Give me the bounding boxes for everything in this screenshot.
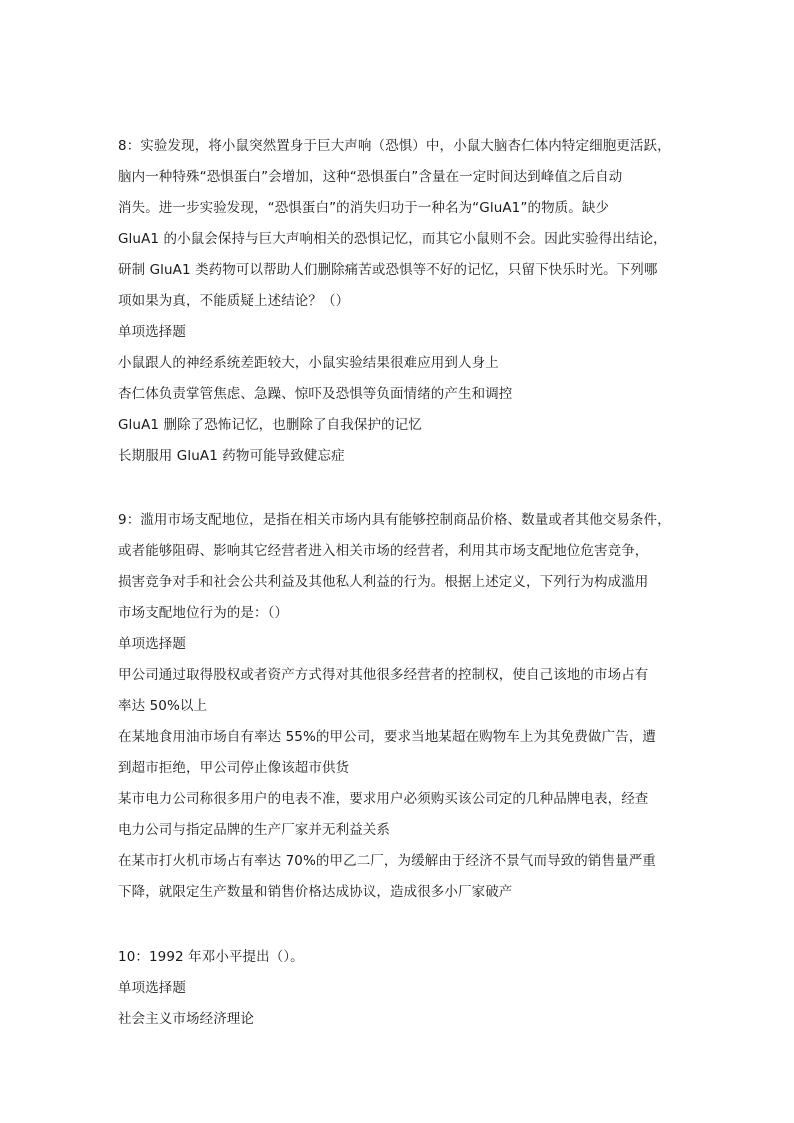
- option-line: 杏仁体负责掌管焦虑、急躁、惊吓及恐惧等负面情绪的产生和调控: [118, 386, 513, 402]
- option-line: 小鼠跟人的神经系统差距较大，小鼠实验结果很难应用到人身上: [118, 355, 499, 371]
- option-line: GluA1 删除了恐怖记忆，也删除了自我保护的记忆: [118, 417, 422, 433]
- option-line: 下降，就限定生产数量和销售价格达成协议，造成很多小厂家破产: [118, 884, 513, 900]
- option-line: 在某地食用油市场自有率达 55%的甲公司，要求当地某超在购物车上为其免费做广告，遭: [118, 729, 656, 745]
- question-8: [118, 131, 698, 472]
- option-line: 某市电力公司称很多用户的电表不准，要求用户必须购买该公司定的几种品牌电表，经查: [118, 791, 649, 807]
- option-line: 社会主义市场经济理论: [118, 1011, 254, 1027]
- question-9: [118, 505, 698, 908]
- question-stem-line: 10：1992 年邓小平提出（）。: [118, 949, 304, 965]
- question-stem-line: GluA1 的小鼠会保持与巨大声响相关的恐惧记忆，而其它小鼠则不会。因此实验得出结论，: [118, 231, 667, 247]
- question-stem-line: 或者能够阻碍、影响其它经营者进入相关市场的经营者，利用其市场支配地位危害竞争，: [118, 543, 649, 559]
- option-line: 到超市拒绝，甲公司停止像该超市供货: [118, 760, 350, 776]
- option-line: 率达 50%以上: [118, 698, 208, 714]
- question-stem-line: 市场支配地位行为的是：（）: [118, 605, 289, 621]
- question-stem-line: 脑内一种特殊“恐惧蛋白”会增加，这种“恐惧蛋白”含量在一定时间达到峰值之后自动: [118, 169, 623, 185]
- question-type-label: 单项选择题: [118, 980, 186, 996]
- option-line: 甲公司通过取得股权或者资产方式得对其他很多经营者的控制权，使自己该地的市场占有: [118, 667, 649, 683]
- question-stem-line: 消失。进一步实验发现，“恐惧蛋白”的消失归功于一种名为“GluA1”的物质。缺少: [118, 200, 610, 216]
- question-10: [118, 942, 698, 1035]
- question-type-label: 单项选择题: [118, 636, 186, 652]
- question-stem-line: 8：实验发现，将小鼠突然置身于巨大声响（恐惧）中，小鼠大脑杏仁体内特定细胞更活跃，: [118, 138, 671, 154]
- option-line: 长期服用 GluA1 药物可能导致健忘症: [118, 448, 345, 464]
- question-stem-line: 9：滥用市场支配地位，是指在相关市场内具有能够控制商品价格、数量或者其他交易条件，: [118, 512, 671, 528]
- option-line: 电力公司与指定品牌的生产厂家并无利益关系: [118, 822, 390, 838]
- question-type-label: 单项选择题: [118, 324, 186, 340]
- question-stem-line: 项如果为真，不能质疑上述结论？（）: [118, 293, 350, 309]
- question-stem-line: 损害竞争对手和社会公共利益及其他私人利益的行为。根据上述定义，下列行为构成滥用: [118, 574, 649, 590]
- question-stem-line: 研制 GluA1 类药物可以帮助人们删除痛苦或恐惧等不好的记忆，只留下快乐时光。下列哪: [118, 262, 658, 278]
- option-line: 在某市打火机市场占有率达 70%的甲乙二厂，为缓解由于经济不景气而导致的销售量严重: [118, 853, 656, 869]
